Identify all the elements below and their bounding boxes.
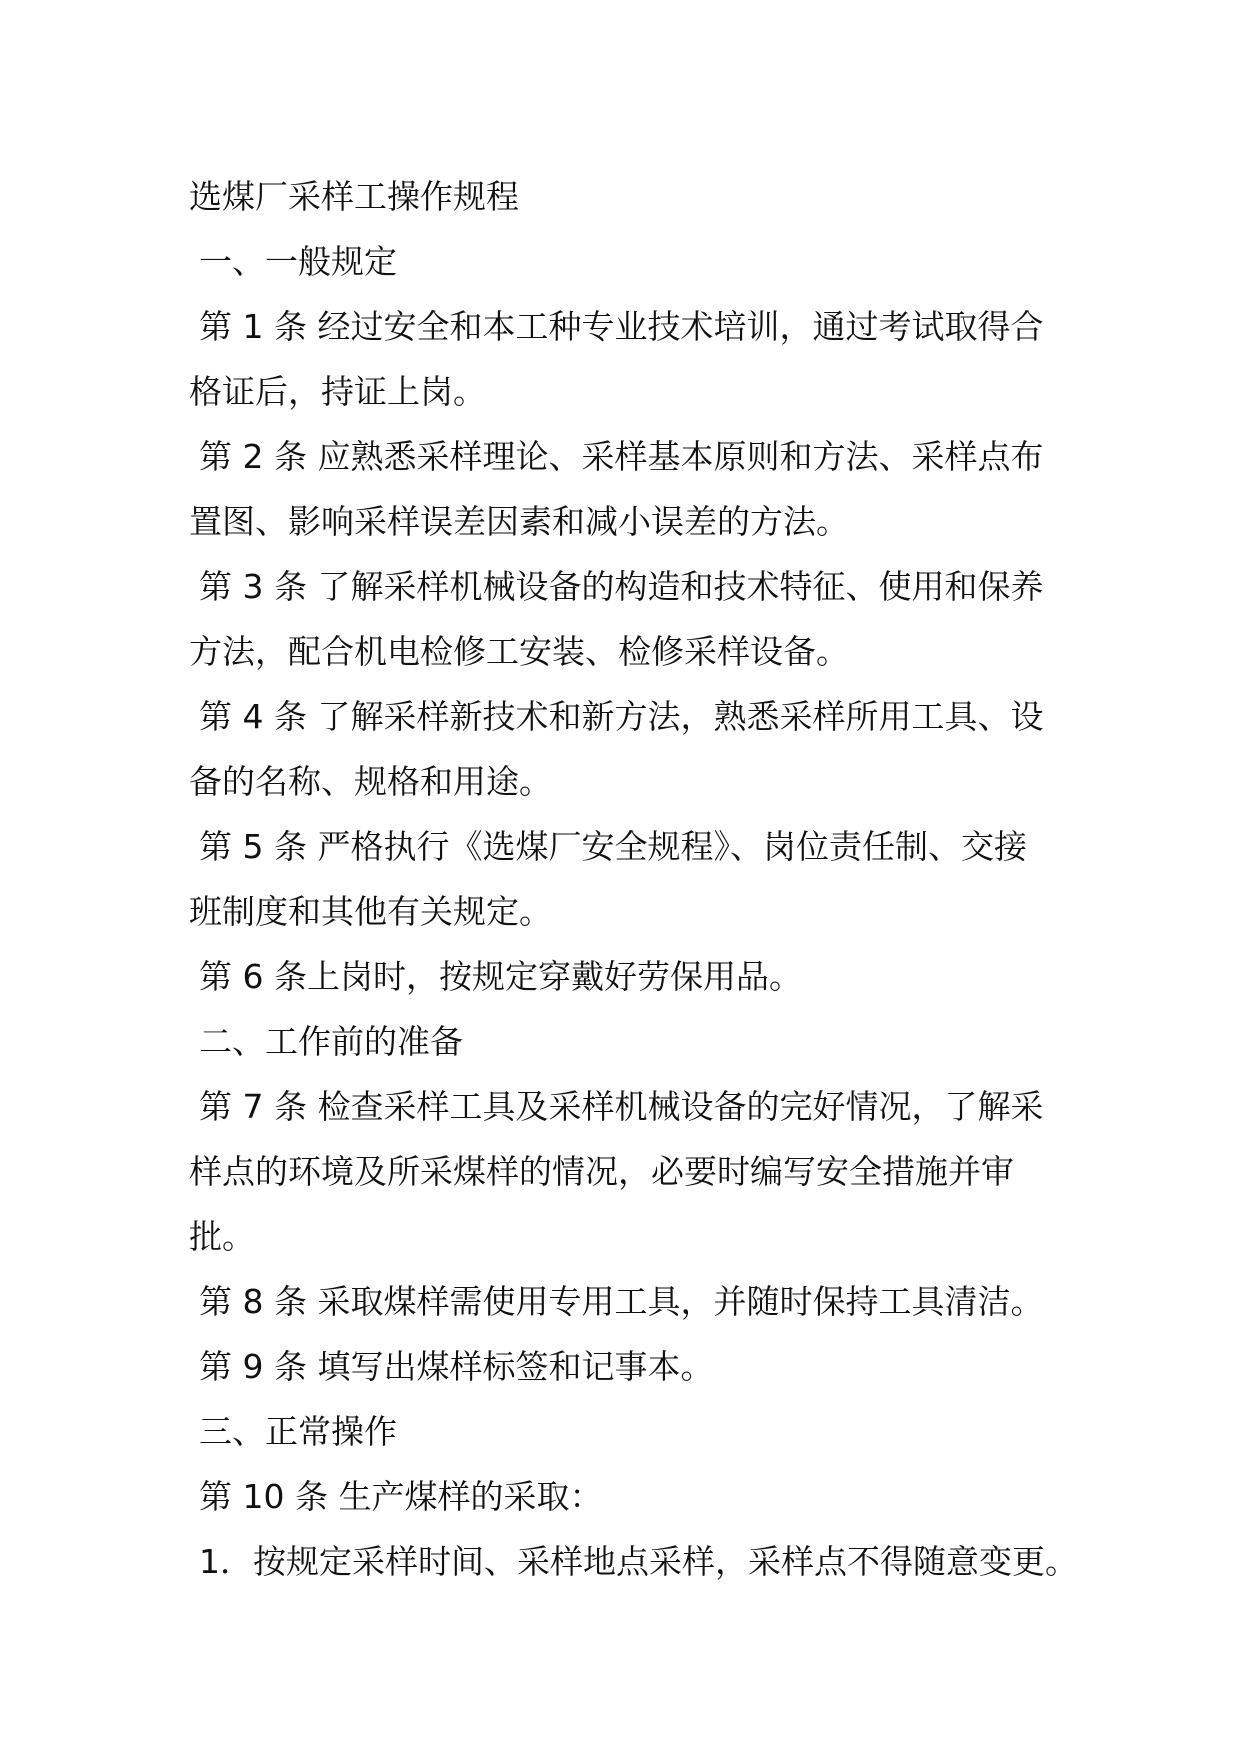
article-10-line-1: 第 10 条 生产煤样的采取：: [199, 1477, 603, 1516]
section-heading-1: 一、一般规定: [199, 242, 397, 281]
article-4-line-1: 第 4 条 了解采样新技术和新方法，熟悉采样所用工具、设: [199, 697, 1044, 736]
article-7-line-2: 样点的环境及所采煤样的情况，必要时编写安全措施并审: [189, 1152, 1014, 1191]
document-title: 选煤厂采样工操作规程: [189, 177, 519, 216]
article-1-line-1: 第 1 条 经过安全和本工种专业技术培训，通过考试取得合: [199, 307, 1044, 346]
section-heading-3: 三、正常操作: [199, 1412, 397, 1451]
article-2-line-1: 第 2 条 应熟悉采样理论、采样基本原则和方法、采样点布: [199, 437, 1044, 476]
article-7-line-3: 批。: [189, 1217, 255, 1256]
article-5-line-1: 第 5 条 严格执行《选煤厂安全规程》、岗位责任制、交接: [199, 827, 1027, 866]
article-4-line-2: 备的名称、规格和用途。: [189, 762, 552, 801]
article-10-item-1: 1．按规定采样时间、采样地点采样，采样点不得随意变更。: [199, 1542, 1078, 1581]
article-1-line-2: 格证后，持证上岗。: [189, 372, 486, 411]
article-6-line-1: 第 6 条上岗时，按规定穿戴好劳保用品。: [199, 957, 802, 996]
document-body: [189, 164, 1078, 1594]
section-heading-2: 二、工作前的准备: [199, 1022, 463, 1061]
article-9-line-1: 第 9 条 填写出煤样标签和记事本。: [199, 1347, 714, 1386]
article-7-line-1: 第 7 条 检查采样工具及采样机械设备的完好情况，了解采: [199, 1087, 1044, 1126]
article-8-line-1: 第 8 条 采取煤样需使用专用工具，并随时保持工具清洁。: [199, 1282, 1044, 1321]
article-3-line-2: 方法，配合机电检修工安装、检修采样设备。: [189, 632, 849, 671]
article-5-line-2: 班制度和其他有关规定。: [189, 892, 552, 931]
article-2-line-2: 置图、影响采样误差因素和减小误差的方法。: [189, 502, 849, 541]
article-3-line-1: 第 3 条 了解采样机械设备的构造和技术特征、使用和保养: [199, 567, 1044, 606]
